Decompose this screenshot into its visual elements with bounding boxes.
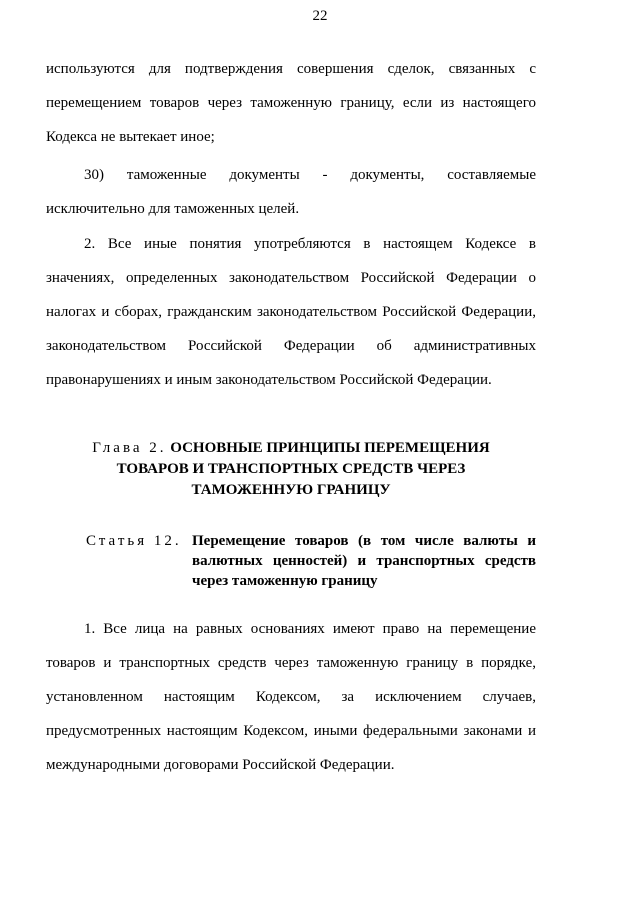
definition-item-30 <box>46 158 536 226</box>
article-title <box>192 531 536 591</box>
text-line: 2. Все иные понятия употребляются в настоящем Кодексе в <box>84 236 536 252</box>
text-line: международными договорами Российской Федерации. <box>46 757 395 773</box>
chapter-title-line: ОСНОВНЫЕ ПРИНЦИПЫ ПЕРЕМЕЩЕНИЯ <box>170 440 490 456</box>
paragraph-continuation <box>46 52 536 154</box>
paragraph-2 <box>46 227 536 397</box>
article-title-line: Перемещение товаров (в том числе валюты и <box>192 533 536 549</box>
text-line: значениях, определенных законодательством Российской Федерации о <box>46 270 536 286</box>
chapter-label: Глава 2. <box>92 440 167 456</box>
article-label: Статья 12. <box>86 533 182 549</box>
text-line: законодательством Российской Федерации об административных <box>46 338 536 354</box>
article-title-line: валютных ценностей) и транспортных средств <box>192 553 536 569</box>
text-line: установленном настоящим Кодексом, за исключением случаев, <box>46 689 536 705</box>
chapter-heading <box>46 438 536 501</box>
page-number: 22 <box>312 8 328 24</box>
article-12-paragraph-1 <box>46 612 536 782</box>
text-line: используются для подтверждения совершения сделок, связанных с <box>46 61 536 77</box>
article-title-line: через таможенную границу <box>192 573 378 589</box>
text-line: 1. Все лица на равных основаниях имеют право на перемещение <box>84 621 536 637</box>
text-line: товаров и транспортных средств через таможенную границу в порядке, <box>46 655 536 671</box>
chapter-title-line: ТАМОЖЕННУЮ ГРАНИЦУ <box>191 482 391 498</box>
text-line: предусмотренных настоящим Кодексом, иными федеральными законами и <box>46 723 536 739</box>
text-line: исключительно для таможенных целей. <box>46 201 300 217</box>
text-line: правонарушениях и иным законодательством Российской Федерации. <box>46 372 492 388</box>
text-line: Кодекса не вытекает иное; <box>46 129 215 145</box>
text-line: перемещением товаров через таможенную границу, если из настоящего <box>46 95 536 111</box>
text-line: 30) таможенные документы - документы, составляемые <box>84 167 536 183</box>
chapter-title-line: ТОВАРОВ И ТРАНСПОРТНЫХ СРЕДСТВ ЧЕРЕЗ <box>116 461 466 477</box>
text-line: налогах и сборах, гражданским законодательством Российской Федерации, <box>46 304 536 320</box>
